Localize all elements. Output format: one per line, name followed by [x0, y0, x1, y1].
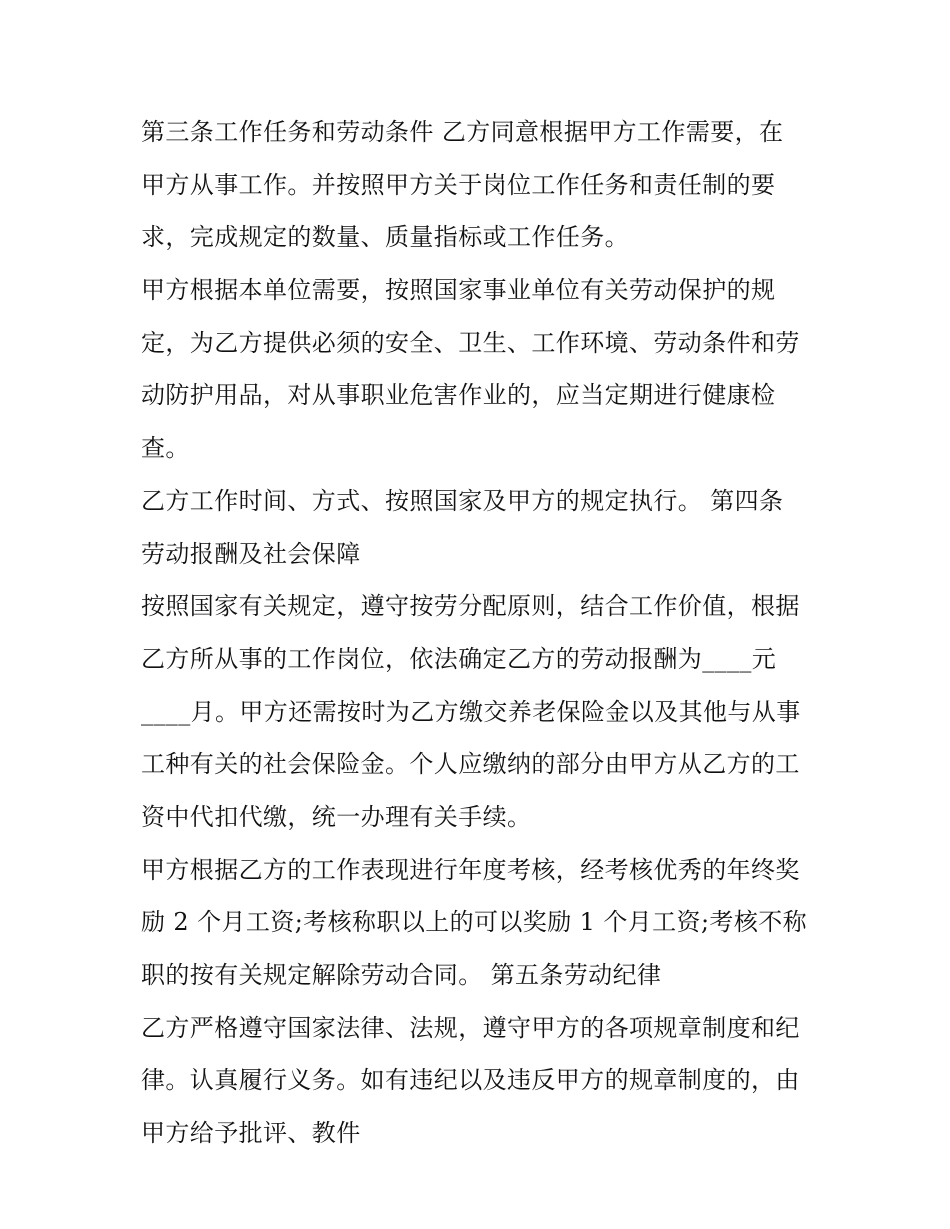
document-body	[141, 106, 821, 1160]
text-line: 乙方所从事的工作岗位，依法确定乙方的劳动报酬为____元	[141, 644, 777, 673]
text-line: 查。	[141, 434, 190, 463]
text-line: 甲方从事工作。并按照甲方关于岗位工作任务和责任制的要	[141, 170, 776, 199]
text-line: 励 2 个月工资;考核称职以上的可以奖励 1 个月工资;考核不称	[141, 908, 808, 937]
text-line: 甲方根据乙方的工作表现进行年度考核，经考核优秀的年终奖	[141, 855, 800, 884]
text-line: 工种有关的社会保险金。个人应缴纳的部分由甲方从乙方的工	[141, 750, 800, 779]
text-line: 资中代扣代缴，统一办理有关手续。	[141, 802, 532, 831]
text-line: 动防护用品，对从事职业危害作业的，应当定期进行健康检	[141, 381, 776, 410]
text-line: 乙方严格遵守国家法律、法规，遵守甲方的各项规章制度和纪	[141, 1013, 800, 1042]
text-line: 甲方给予批评、教件	[141, 1119, 361, 1148]
text-line: 劳动报酬及社会保障	[141, 539, 361, 568]
text-line: 乙方工作时间、方式、按照国家及甲方的规定执行。 第四条	[141, 486, 784, 515]
text-line: 职的按有关规定解除劳动合同。 第五条劳动纪律	[141, 961, 662, 989]
text-line: ____月。甲方还需按时为乙方缴交养老保险金以及其他与从事	[141, 697, 801, 726]
text-line: 按照国家有关规定，遵守按劳分配原则，结合工作价值，根据	[141, 592, 800, 621]
text-line: 第三条工作任务和劳动条件 乙方同意根据甲方工作需要，在	[141, 118, 784, 146]
text-line: 求，完成规定的数量、质量指标或工作任务。	[141, 223, 629, 252]
text-line: 律。认真履行义务。如有违纪以及违反甲方的规章制度的，由	[141, 1066, 800, 1095]
text-line: 甲方根据本单位需要，按照国家事业单位有关劳动保护的规	[141, 276, 776, 305]
text-line: 定，为乙方提供必须的安全、卫生、工作环境、劳动条件和劳	[141, 328, 800, 357]
